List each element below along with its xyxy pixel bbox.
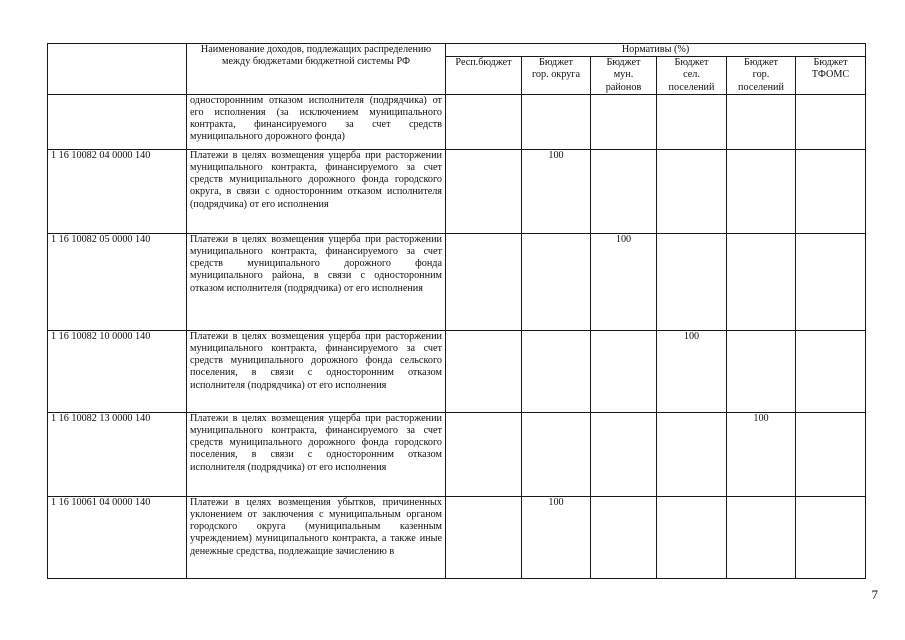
budget-column-header [727, 57, 796, 95]
budget-column-header [796, 57, 866, 95]
budget-column-header-line: поселений [668, 81, 715, 93]
norm-value [446, 233, 522, 330]
norm-value [591, 149, 657, 233]
header-row-top [48, 44, 866, 57]
table-body [48, 94, 866, 578]
norm-value [657, 496, 727, 578]
norm-value [796, 233, 866, 330]
table-row [48, 233, 866, 330]
budget-column-header [522, 57, 591, 95]
budget-column-header-line: Бюджет [813, 57, 848, 69]
revenue-code: 1 16 10082 04 0000 140 [48, 149, 187, 233]
budget-column-header-line: гор. округа [531, 69, 580, 81]
norm-value [727, 149, 796, 233]
revenue-norms-table [47, 43, 866, 579]
norm-value: 100 [591, 233, 657, 330]
norm-value [727, 94, 796, 149]
norm-value [446, 149, 522, 233]
norm-value [522, 233, 591, 330]
revenue-code: 1 16 10082 05 0000 140 [48, 233, 187, 330]
norm-value: 100 [657, 330, 727, 412]
norm-value [796, 412, 866, 496]
budget-column-header [591, 57, 657, 95]
name-column-header: Наименование доходов, подлежащих распределению между бюджетами бюджетной системы РФ [187, 44, 446, 95]
table-row [48, 496, 866, 578]
norm-value [446, 412, 522, 496]
budget-column-header-line: ТФОМС [811, 69, 850, 81]
revenue-name: Платежи в целях возмещения ущерба при расторжении муниципального контракта, финансируемого за счет средств муниципального дорожного фонда сельского поселения, в связи с односторонним отказом исполнителя (подрядчика) от его исполнения [187, 330, 446, 412]
norm-value [727, 233, 796, 330]
norm-value: 100 [522, 149, 591, 233]
norm-value [657, 233, 727, 330]
revenue-name: Платежи в целях возмещения ущерба при расторжении муниципального контракта, финансируемого за счет средств муниципального дорожного фонда городского округа, в связи с односторонним отказом исполнителя (подрядчика) от его исполнения [187, 149, 446, 233]
budget-column-header-line: гор. [752, 69, 770, 81]
table-row [48, 94, 866, 149]
budget-column-header-line: Бюджет [674, 57, 709, 69]
norm-value: 100 [727, 412, 796, 496]
norm-value [657, 94, 727, 149]
budget-column-header-line: сел. [683, 69, 700, 81]
budget-column-header-line: Бюджет [606, 57, 641, 69]
budget-column-header-line: мун. [613, 69, 634, 81]
norm-value [796, 149, 866, 233]
budget-column-header [657, 57, 727, 95]
budget-column-header-line: поселений [738, 81, 784, 93]
page-number: 7 [871, 587, 878, 602]
revenue-code: 1 16 10082 13 0000 140 [48, 412, 187, 496]
norm-value [657, 149, 727, 233]
norm-value [657, 412, 727, 496]
norm-value [446, 496, 522, 578]
revenue-code: 1 16 10061 04 0000 140 [48, 496, 187, 578]
norm-value: 100 [522, 496, 591, 578]
code-column-header [48, 44, 187, 95]
revenue-name: одностороннним отказом исполнителя (подрядчика) от его исполнения (за исключением муниципального контракта, финансируемого за счет средств муниципального дорожного фонда) [187, 94, 446, 149]
revenue-name: Платежи в целях возмещения ущерба при расторжении муниципального контракта, финансируемого за счет средств муниципального дорожного фонда муниципального района, в связи с односторонним отказом исполнителя (подрядчика) от его исполнения [187, 233, 446, 330]
budget-column-header-line: районов [605, 81, 642, 93]
table-row [48, 330, 866, 412]
norm-value [796, 94, 866, 149]
revenue-code: 1 16 10082 10 0000 140 [48, 330, 187, 412]
norm-value [591, 94, 657, 149]
norm-value [796, 330, 866, 412]
norm-value [796, 496, 866, 578]
norm-value [727, 330, 796, 412]
norm-value [446, 330, 522, 412]
budget-column-header-line: Бюджет [538, 57, 573, 69]
table-row [48, 412, 866, 496]
norm-value [522, 330, 591, 412]
budget-column-header [446, 57, 522, 95]
revenue-code [48, 94, 187, 149]
norm-value [522, 94, 591, 149]
table-row [48, 149, 866, 233]
table-header [48, 44, 866, 95]
norm-value [446, 94, 522, 149]
norms-header: Нормативы (%) [446, 44, 866, 57]
norm-value [727, 496, 796, 578]
revenue-name: Платежи в целях возмещения ущерба при расторжении муниципального контракта, финансируемого за счет средств муниципального дорожного фонда городского поселения, в связи с односторонним отказом исполнителя (подрядчика) от его исполнения [187, 412, 446, 496]
norm-value [522, 412, 591, 496]
norm-value [591, 496, 657, 578]
norm-value [591, 330, 657, 412]
norm-value [591, 412, 657, 496]
revenue-name: Платежи в целях возмещения убытков, причиненных уклонением от заключения с муниципальным органом городского округа (муниципальным казенным учреждением) муниципального контракта, а также иные денежные средства, подлежащие зачислению в [187, 496, 446, 578]
budget-column-header-line: Респ.бюджет [455, 57, 512, 69]
budget-column-header-line: Бюджет [743, 57, 778, 69]
